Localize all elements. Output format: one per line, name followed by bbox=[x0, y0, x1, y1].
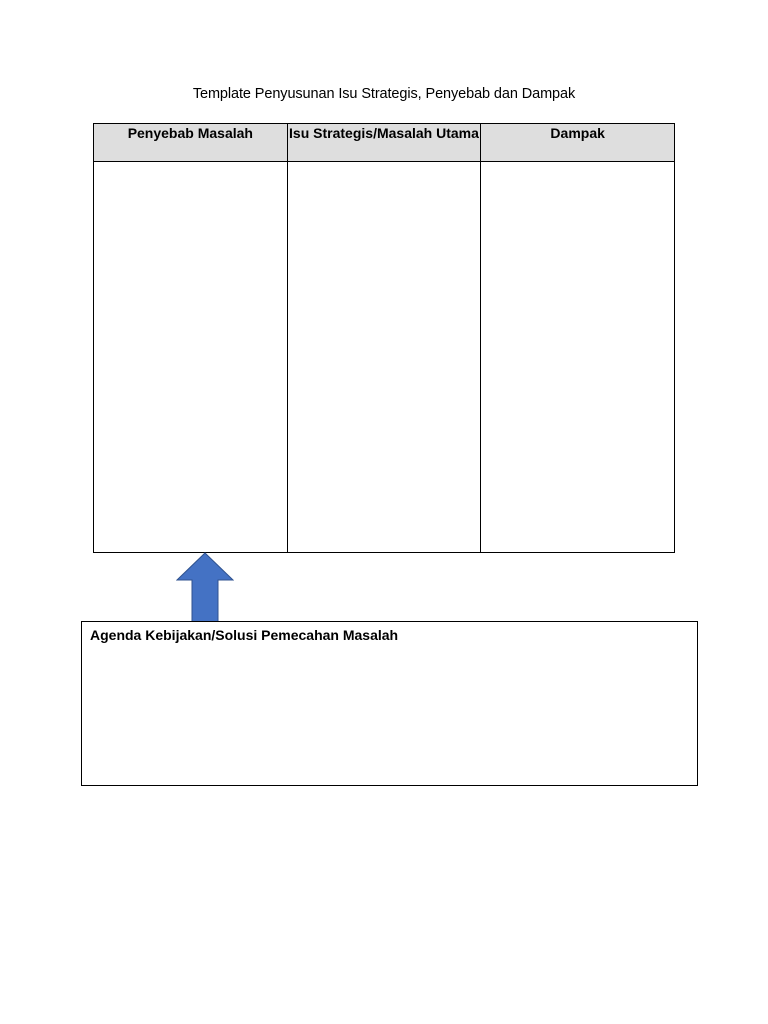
cell-dampak[interactable] bbox=[481, 162, 675, 553]
agenda-box[interactable] bbox=[81, 621, 698, 786]
up-arrow-icon bbox=[176, 552, 234, 624]
header-dampak: Dampak bbox=[481, 124, 675, 162]
cell-isu-strategis[interactable] bbox=[287, 162, 481, 553]
table-row bbox=[94, 162, 675, 553]
table-header-row bbox=[94, 124, 675, 162]
header-isu-strategis: Isu Strategis/Masalah Utama bbox=[287, 124, 481, 162]
document-title: Template Penyusunan Isu Strategis, Penyebab dan Dampak bbox=[192, 86, 576, 102]
header-penyebab-masalah: Penyebab Masalah bbox=[94, 124, 288, 162]
strategic-issue-table bbox=[93, 123, 675, 553]
cell-penyebab-masalah[interactable] bbox=[94, 162, 288, 553]
agenda-title: Agenda Kebijakan/Solusi Pemecahan Masalah bbox=[90, 627, 399, 643]
